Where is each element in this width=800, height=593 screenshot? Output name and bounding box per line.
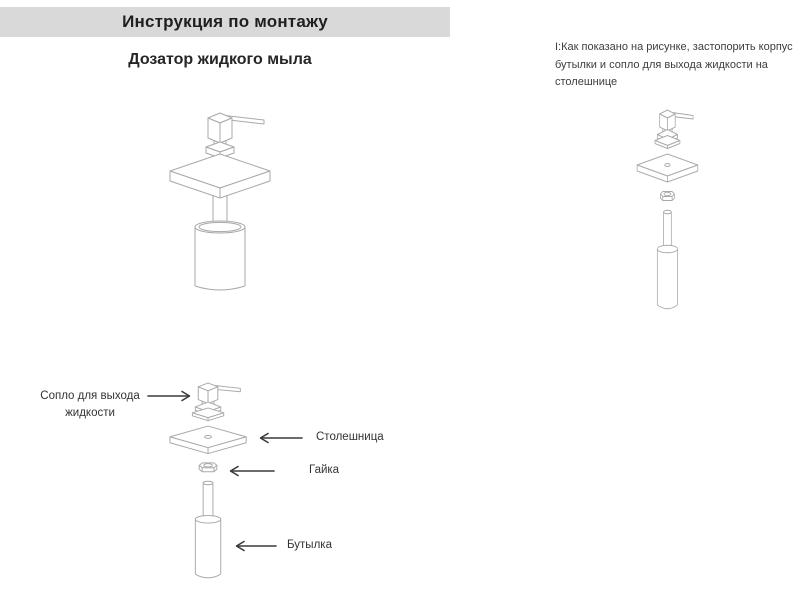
step-note-line: I:Как показано на рисунке, застопорить корпус xyxy=(555,41,793,53)
nut-arrow-left-icon xyxy=(228,465,276,477)
product-subtitle: Дозатор жидкого мыла xyxy=(128,51,312,68)
assembled-dispenser-drawing xyxy=(148,103,308,298)
exploded-dispenser-drawing-right xyxy=(634,106,704,316)
countertop-plate-part xyxy=(170,154,270,198)
nozzle-label-line: Сопло для выхода xyxy=(40,390,140,402)
nut-label: Гайка xyxy=(309,464,340,476)
nozzle-arrow-right-icon xyxy=(146,390,192,402)
bottle-part xyxy=(195,195,245,290)
exploded-dispenser-drawing-labeled xyxy=(166,379,254,585)
header-bar xyxy=(0,7,450,37)
step-note xyxy=(555,39,800,92)
bottle-arrow-left-icon xyxy=(234,540,278,552)
countertop-arrow-left-icon xyxy=(258,432,304,444)
nozzle-label-line: жидкости xyxy=(65,407,115,419)
pump-head-part xyxy=(206,113,264,158)
step-note-line: столешнице xyxy=(555,76,618,88)
nozzle-label xyxy=(38,388,142,422)
step-note-line: бутылки и сопло для выхода жидкости на xyxy=(555,58,768,71)
page-title: Инструкция по монтажу xyxy=(122,12,328,31)
countertop-label: Столешница xyxy=(316,431,384,443)
bottle-label: Бутылка xyxy=(287,539,332,551)
